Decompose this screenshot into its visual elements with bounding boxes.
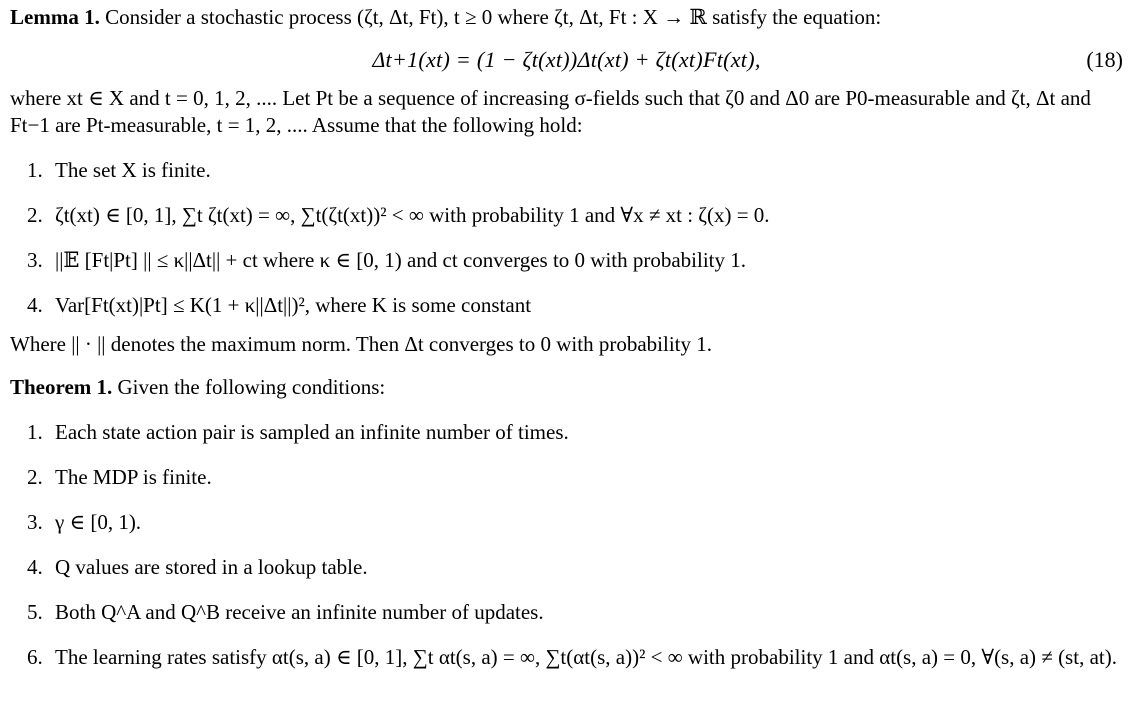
lemma-intro-paragraph <box>10 4 1123 31</box>
theorem-intro-paragraph <box>10 374 1123 401</box>
theorem-intro-text: Given the following conditions: <box>117 375 386 399</box>
list-item <box>10 464 1123 491</box>
list-item-text: The set X is finite. <box>55 158 211 182</box>
paper-page <box>10 4 1123 671</box>
list-item-text: The MDP is finite. <box>55 465 212 489</box>
lemma-heading: Lemma 1. <box>10 5 100 29</box>
list-item-number: 2. <box>27 465 43 489</box>
list-item-text: Var[Ft(xt)|Pt] ≤ K(1 + κ||Δt||)², where K is some constant <box>55 293 532 317</box>
list-item-text: ζt(xt) ∈ [0, 1], ∑t ζt(xt) = ∞, ∑t(ζt(xt))² < ∞ with probability 1 and ∀x ≠ xt : ζ(x) = 0. <box>55 203 770 227</box>
equation-18 <box>10 43 1123 77</box>
list-item-text: Each state action pair is sampled an infinite number of times. <box>55 420 569 444</box>
list-item-number: 4. <box>27 293 43 317</box>
list-item-number: 3. <box>27 248 43 272</box>
list-item-text: ||𝔼 [Ft|Pt] || ≤ κ||Δt|| + ct where κ ∈ [0, 1) and ct converges to 0 with probability 1. <box>55 248 747 272</box>
theorem-heading: Theorem 1. <box>10 375 113 399</box>
lemma-conclusion: Where || · || denotes the maximum norm. Then Δt converges to 0 with probability 1. <box>10 332 712 356</box>
list-item-text: Both Q^A and Q^B receive an infinite number of updates. <box>55 600 544 624</box>
list-item-number: 3. <box>27 510 43 534</box>
lemma-intro-text: Consider a stochastic process (ζt, Δt, Ft), t ≥ 0 where ζt, Δt, Ft : X → ℝ satisfy the equation: <box>105 5 882 29</box>
list-item <box>10 157 1123 184</box>
list-item <box>10 599 1123 626</box>
list-item <box>10 419 1123 446</box>
list-item-number: 4. <box>27 555 43 579</box>
equation-number: (18) <box>1086 47 1123 72</box>
list-item-number: 6. <box>27 645 43 669</box>
equation-body: Δt+1(xt) = (1 − ζt(xt))Δt(xt) + ζt(xt)Ft(xt), <box>372 47 761 72</box>
list-item <box>10 202 1123 229</box>
list-item <box>10 644 1123 671</box>
list-item-number: 5. <box>27 600 43 624</box>
list-item-text: Q values are stored in a lookup table. <box>55 555 368 579</box>
list-item-number: 2. <box>27 203 43 227</box>
list-item <box>10 509 1123 536</box>
list-item <box>10 247 1123 274</box>
list-item <box>10 292 1123 319</box>
list-item-number: 1. <box>27 420 43 444</box>
lemma-conditions-list <box>10 157 1123 319</box>
list-item <box>10 554 1123 581</box>
lemma-after-equation-paragraph: where xt ∈ X and t = 0, 1, 2, .... Let Pt be a sequence of increasing σ-fields such that ζ0 and Δ0 are P0-measurable and ζt, Δt and Ft−1 are Pt-measurable, t = 1, 2, .... Assume that the following hold: <box>10 86 1091 137</box>
list-item-number: 1. <box>27 158 43 182</box>
theorem-conditions-list <box>10 419 1123 671</box>
list-item-text: γ ∈ [0, 1). <box>55 510 142 534</box>
list-item-text: The learning rates satisfy αt(s, a) ∈ [0, 1], ∑t αt(s, a) = ∞, ∑t(αt(s, a))² < ∞ with probability 1 and αt(s, a) = 0, ∀(s, a) ≠ (st, at). <box>55 645 1117 669</box>
